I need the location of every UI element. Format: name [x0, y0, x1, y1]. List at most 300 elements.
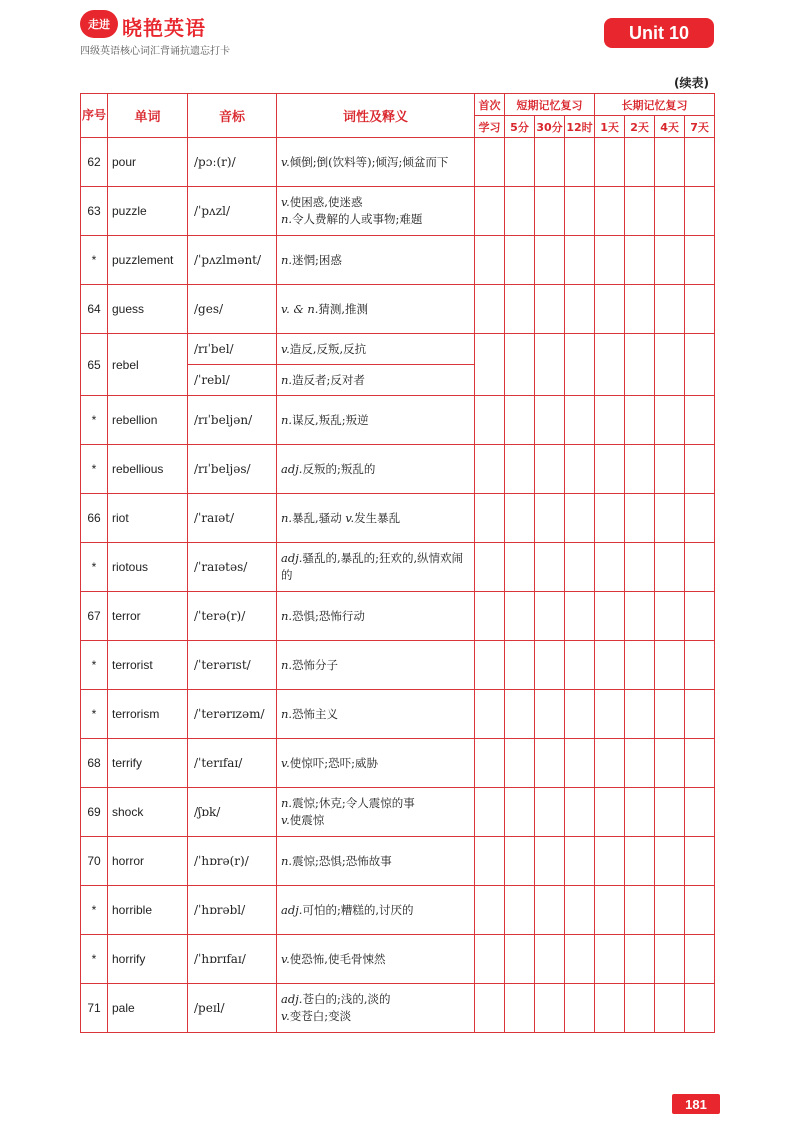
definition-text: 震惊;休克;令人震惊的事: [292, 796, 415, 811]
row-number: 69: [81, 788, 108, 837]
review-checkbox[interactable]: [535, 641, 565, 690]
row-definition: [277, 739, 475, 788]
review-checkbox[interactable]: [625, 236, 655, 285]
review-checkbox[interactable]: [475, 837, 505, 886]
definition-text: 苍白的;浅的,淡的: [302, 992, 391, 1007]
header-phonetic: 音标: [188, 94, 277, 138]
row-phonetic: /ˈterɪfaɪ/: [188, 739, 277, 788]
review-checkbox[interactable]: [475, 138, 505, 187]
review-checkbox[interactable]: [625, 138, 655, 187]
definition-text: 使困惑,使迷惑: [289, 195, 363, 210]
review-checkbox[interactable]: [655, 592, 685, 641]
review-checkbox[interactable]: [655, 138, 685, 187]
review-checkbox[interactable]: [685, 494, 715, 543]
definition-text: 变苍白;变淡: [289, 1009, 352, 1023]
review-checkbox[interactable]: [595, 739, 625, 788]
review-checkbox[interactable]: [535, 690, 565, 739]
review-checkbox[interactable]: [475, 739, 505, 788]
review-checkbox[interactable]: [625, 690, 655, 739]
header-short-term: 短期记忆复习: [505, 94, 595, 116]
table-row: [81, 494, 715, 543]
row-number: *: [81, 236, 108, 285]
review-checkbox[interactable]: [655, 690, 685, 739]
part-of-speech: n.: [281, 853, 293, 868]
definition-text: 造反,反叛,反抗: [289, 341, 367, 356]
row-definition: [277, 837, 475, 886]
review-checkbox[interactable]: [475, 641, 505, 690]
row-definition: [277, 788, 475, 837]
review-checkbox[interactable]: [595, 236, 625, 285]
review-checkbox[interactable]: [505, 543, 535, 592]
review-checkbox[interactable]: [505, 138, 535, 187]
review-checkbox[interactable]: [505, 334, 535, 396]
definition-line: [281, 194, 470, 211]
review-checkbox[interactable]: [505, 935, 535, 984]
review-checkbox[interactable]: [535, 837, 565, 886]
definition-text: 使震惊: [289, 813, 325, 827]
review-checkbox[interactable]: [625, 837, 655, 886]
review-checkbox[interactable]: [625, 285, 655, 334]
review-checkbox[interactable]: [475, 886, 505, 935]
table-row: [81, 592, 715, 641]
review-checkbox[interactable]: [625, 641, 655, 690]
review-checkbox[interactable]: [505, 285, 535, 334]
review-checkbox[interactable]: [655, 494, 685, 543]
review-checkbox[interactable]: [565, 886, 595, 935]
table-row: [81, 886, 715, 935]
row-number: *: [81, 641, 108, 690]
definition-line: [281, 252, 470, 269]
part-of-speech: v.: [345, 510, 355, 525]
part-of-speech: n.: [281, 510, 293, 525]
review-checkbox[interactable]: [535, 445, 565, 494]
review-checkbox[interactable]: [565, 543, 595, 592]
header-12h: 12时: [565, 116, 595, 138]
review-checkbox[interactable]: [655, 285, 685, 334]
row-phonetic: /ˈterərɪst/: [188, 641, 277, 690]
review-checkbox[interactable]: [475, 690, 505, 739]
row-word: horrible: [108, 886, 188, 935]
row-phonetic: /rɪˈbel/: [188, 334, 277, 365]
review-checkbox[interactable]: [475, 984, 505, 1033]
row-phonetic: /ˈpʌzl/: [188, 187, 277, 236]
definition-line: [281, 1008, 470, 1025]
definition-line: [281, 372, 470, 389]
review-checkbox[interactable]: [595, 445, 625, 494]
review-checkbox[interactable]: [565, 739, 595, 788]
brand-logo-icon: 走进: [80, 10, 118, 38]
book-subtitle: 四级英语核心词汇背诵抗遗忘打卡: [80, 46, 230, 57]
review-checkbox[interactable]: [685, 187, 715, 236]
row-number: 68: [81, 739, 108, 788]
header-1day: 1天: [595, 116, 625, 138]
row-phonetic: /ˈhɒrə(r)/: [188, 837, 277, 886]
definition-text: 恐怖主义: [292, 706, 339, 721]
review-checkbox[interactable]: [535, 788, 565, 837]
definition-text: 暴乱,骚动: [292, 510, 346, 525]
row-number: 66: [81, 494, 108, 543]
review-checkbox[interactable]: [565, 187, 595, 236]
definition-line: [281, 412, 470, 429]
table-row: [81, 739, 715, 788]
review-checkbox[interactable]: [655, 984, 685, 1033]
review-checkbox[interactable]: [475, 396, 505, 445]
table-row: [81, 187, 715, 236]
review-checkbox[interactable]: [595, 187, 625, 236]
page-number: 181: [672, 1094, 720, 1114]
review-checkbox[interactable]: [475, 788, 505, 837]
review-checkbox[interactable]: [655, 334, 685, 396]
definition-text: 骚乱的,暴乱的;狂欢的,纵情欢闹的: [281, 551, 464, 582]
row-phonetic: /pɔː(r)/: [188, 138, 277, 187]
part-of-speech: adj.: [281, 902, 303, 917]
review-checkbox[interactable]: [475, 285, 505, 334]
definition-line: [281, 951, 470, 968]
definition-text: 震惊;恐惧;恐怖故事: [292, 853, 392, 868]
table-row: [81, 396, 715, 445]
review-checkbox[interactable]: [685, 837, 715, 886]
header-7day: 7天: [685, 116, 715, 138]
row-phonetic: /ges/: [188, 285, 277, 334]
review-checkbox[interactable]: [565, 935, 595, 984]
review-checkbox[interactable]: [505, 739, 535, 788]
row-number: 71: [81, 984, 108, 1033]
review-checkbox[interactable]: [535, 494, 565, 543]
part-of-speech: v.: [281, 341, 290, 356]
row-word: pale: [108, 984, 188, 1033]
review-checkbox[interactable]: [685, 641, 715, 690]
review-checkbox[interactable]: [505, 396, 535, 445]
row-definition: [277, 984, 475, 1033]
part-of-speech: n.: [281, 657, 293, 672]
review-checkbox[interactable]: [565, 788, 595, 837]
header-study: 学习: [475, 116, 505, 138]
part-of-speech: v.: [281, 1009, 290, 1023]
row-phonetic: /ʃɒk/: [188, 788, 277, 837]
row-phonetic: /rɪˈbeljən/: [188, 396, 277, 445]
row-number: 70: [81, 837, 108, 886]
part-of-speech: v. & n.: [281, 301, 319, 316]
review-checkbox[interactable]: [685, 886, 715, 935]
review-checkbox[interactable]: [535, 935, 565, 984]
definition-line: [281, 902, 470, 919]
row-number: 65: [81, 334, 108, 396]
review-checkbox[interactable]: [475, 445, 505, 494]
table-row: [81, 543, 715, 592]
review-checkbox[interactable]: [505, 494, 535, 543]
header-long-term: 长期记忆复习: [595, 94, 715, 116]
row-definition: [277, 592, 475, 641]
review-checkbox[interactable]: [535, 886, 565, 935]
header-first: 首次: [475, 94, 505, 116]
review-checkbox[interactable]: [595, 837, 625, 886]
review-checkbox[interactable]: [505, 445, 535, 494]
review-checkbox[interactable]: [475, 935, 505, 984]
review-checkbox[interactable]: [625, 788, 655, 837]
review-checkbox[interactable]: [625, 739, 655, 788]
definition-line: [281, 755, 470, 772]
review-checkbox[interactable]: [535, 334, 565, 396]
review-checkbox[interactable]: [505, 690, 535, 739]
row-word: pour: [108, 138, 188, 187]
part-of-speech: adj.: [281, 551, 303, 566]
part-of-speech: v.: [281, 154, 290, 169]
review-checkbox[interactable]: [505, 886, 535, 935]
review-checkbox[interactable]: [595, 690, 625, 739]
review-checkbox[interactable]: [595, 984, 625, 1033]
definition-line: [281, 812, 470, 829]
row-number: *: [81, 396, 108, 445]
review-checkbox[interactable]: [685, 592, 715, 641]
row-number: *: [81, 543, 108, 592]
definition-text: 迷惘;困惑: [292, 252, 342, 267]
review-checkbox[interactable]: [565, 592, 595, 641]
part-of-speech: v.: [281, 195, 290, 210]
review-checkbox[interactable]: [685, 445, 715, 494]
row-number: 64: [81, 285, 108, 334]
row-definition: [277, 334, 475, 365]
row-definition: [277, 935, 475, 984]
row-word: rebel: [108, 334, 188, 396]
table-row: [81, 236, 715, 285]
header-4day: 4天: [655, 116, 685, 138]
review-checkbox[interactable]: [505, 837, 535, 886]
review-checkbox[interactable]: [625, 592, 655, 641]
review-checkbox[interactable]: [595, 543, 625, 592]
review-checkbox[interactable]: [565, 138, 595, 187]
review-checkbox[interactable]: [625, 543, 655, 592]
review-checkbox[interactable]: [535, 984, 565, 1033]
review-checkbox[interactable]: [595, 396, 625, 445]
review-checkbox[interactable]: [535, 236, 565, 285]
review-checkbox[interactable]: [565, 641, 595, 690]
row-definition: [277, 396, 475, 445]
review-checkbox[interactable]: [535, 543, 565, 592]
header-2day: 2天: [625, 116, 655, 138]
review-checkbox[interactable]: [655, 187, 685, 236]
definition-text: 反叛的;叛乱的: [302, 461, 376, 476]
header-30min: 30分: [535, 116, 565, 138]
review-checkbox[interactable]: [625, 935, 655, 984]
review-checkbox[interactable]: [475, 187, 505, 236]
table-row: [81, 445, 715, 494]
definition-text: 发生暴乱: [354, 510, 401, 525]
row-word: guess: [108, 285, 188, 334]
part-of-speech: v.: [281, 951, 290, 966]
definition-line: [345, 511, 400, 525]
definition-text: 谋反,叛乱;叛逆: [292, 412, 369, 427]
review-checkbox[interactable]: [595, 641, 625, 690]
review-checkbox[interactable]: [535, 138, 565, 187]
row-number: *: [81, 445, 108, 494]
row-word: terrify: [108, 739, 188, 788]
definition-line: [281, 341, 470, 358]
row-word: horror: [108, 837, 188, 886]
review-checkbox[interactable]: [475, 334, 505, 396]
row-number: *: [81, 886, 108, 935]
row-number: 62: [81, 138, 108, 187]
row-word: riot: [108, 494, 188, 543]
review-checkbox[interactable]: [595, 334, 625, 396]
review-checkbox[interactable]: [535, 285, 565, 334]
review-checkbox[interactable]: [655, 445, 685, 494]
review-checkbox[interactable]: [595, 592, 625, 641]
definition-line: [281, 657, 470, 674]
review-checkbox[interactable]: [655, 935, 685, 984]
table-row: [81, 788, 715, 837]
review-checkbox[interactable]: [625, 396, 655, 445]
row-phonetic: /rɪˈbeljəs/: [188, 445, 277, 494]
row-number: 63: [81, 187, 108, 236]
review-checkbox[interactable]: [535, 187, 565, 236]
review-checkbox[interactable]: [685, 285, 715, 334]
definition-text: 造反者;反对者: [292, 372, 365, 387]
review-checkbox[interactable]: [625, 445, 655, 494]
table-row: [81, 138, 715, 187]
review-checkbox[interactable]: [595, 935, 625, 984]
header-seq: 序号: [81, 94, 108, 138]
review-checkbox[interactable]: [685, 935, 715, 984]
review-checkbox[interactable]: [565, 236, 595, 285]
review-checkbox[interactable]: [625, 334, 655, 396]
header-definition: 词性及释义: [277, 94, 475, 138]
review-checkbox[interactable]: [655, 886, 685, 935]
review-checkbox[interactable]: [505, 592, 535, 641]
review-checkbox[interactable]: [505, 788, 535, 837]
definition-line: [281, 991, 470, 1008]
row-word: terror: [108, 592, 188, 641]
definition-text: 令人费解的人或事物;难题: [292, 212, 423, 226]
review-checkbox[interactable]: [655, 543, 685, 592]
review-checkbox[interactable]: [505, 984, 535, 1033]
row-number: *: [81, 690, 108, 739]
row-definition: [277, 543, 475, 592]
definition-text: 使恐怖,使毛骨悚然: [289, 951, 386, 966]
review-checkbox[interactable]: [475, 236, 505, 285]
review-checkbox[interactable]: [595, 138, 625, 187]
review-checkbox[interactable]: [625, 886, 655, 935]
header-word: 单词: [108, 94, 188, 138]
review-checkbox[interactable]: [625, 494, 655, 543]
review-checkbox[interactable]: [685, 396, 715, 445]
part-of-speech: adj.: [281, 461, 303, 476]
review-checkbox[interactable]: [475, 494, 505, 543]
continued-label: (续表): [674, 76, 709, 90]
page-header: [0, 0, 800, 90]
review-checkbox[interactable]: [565, 984, 595, 1033]
review-checkbox[interactable]: [535, 739, 565, 788]
table-row: [81, 285, 715, 334]
review-checkbox[interactable]: [565, 396, 595, 445]
row-number: 67: [81, 592, 108, 641]
review-checkbox[interactable]: [505, 236, 535, 285]
review-checkbox[interactable]: [685, 334, 715, 396]
part-of-speech: n.: [281, 252, 293, 267]
review-checkbox[interactable]: [595, 494, 625, 543]
review-checkbox[interactable]: [475, 543, 505, 592]
table-row: [81, 690, 715, 739]
row-phonetic: /ˈpʌzlmənt/: [188, 236, 277, 285]
part-of-speech: n.: [281, 608, 293, 623]
row-word: rebellious: [108, 445, 188, 494]
brand-name: 晓艳英语: [122, 16, 206, 40]
review-checkbox[interactable]: [685, 236, 715, 285]
review-checkbox[interactable]: [655, 837, 685, 886]
part-of-speech: adj.: [281, 992, 303, 1007]
row-phonetic: /ˈrebl/: [188, 365, 277, 396]
definition-line: [281, 795, 470, 812]
row-phonetic: /ˈraɪət/: [188, 494, 277, 543]
row-word: riotous: [108, 543, 188, 592]
review-checkbox[interactable]: [565, 837, 595, 886]
row-word: shock: [108, 788, 188, 837]
part-of-speech: n.: [281, 372, 293, 387]
part-of-speech: n.: [281, 212, 293, 226]
review-checkbox[interactable]: [505, 187, 535, 236]
review-checkbox[interactable]: [655, 641, 685, 690]
review-checkbox[interactable]: [685, 138, 715, 187]
review-checkbox[interactable]: [595, 886, 625, 935]
review-checkbox[interactable]: [655, 396, 685, 445]
row-definition: [277, 138, 475, 187]
definition-text: 恐怖分子: [292, 657, 339, 672]
definition-text: 倾倒;倒(饮料等);倾泻;倾盆而下: [289, 154, 449, 169]
review-checkbox[interactable]: [625, 187, 655, 236]
row-definition: [277, 187, 475, 236]
review-checkbox[interactable]: [565, 285, 595, 334]
review-checkbox[interactable]: [565, 445, 595, 494]
review-checkbox[interactable]: [685, 984, 715, 1033]
review-checkbox[interactable]: [655, 788, 685, 837]
review-checkbox[interactable]: [685, 690, 715, 739]
review-checkbox[interactable]: [565, 494, 595, 543]
definition-line: [281, 461, 470, 478]
review-checkbox[interactable]: [535, 592, 565, 641]
review-checkbox[interactable]: [475, 592, 505, 641]
row-word: terrorism: [108, 690, 188, 739]
review-checkbox[interactable]: [685, 739, 715, 788]
definition-line: [281, 550, 470, 583]
row-definition: [277, 285, 475, 334]
review-checkbox[interactable]: [625, 984, 655, 1033]
row-word: horrify: [108, 935, 188, 984]
definition-text: 猜测,推测: [318, 301, 369, 316]
part-of-speech: n.: [281, 706, 293, 721]
row-word: rebellion: [108, 396, 188, 445]
definition-line: [281, 301, 470, 318]
row-definition: [277, 641, 475, 690]
review-checkbox[interactable]: [565, 334, 595, 396]
review-checkbox[interactable]: [535, 396, 565, 445]
review-checkbox[interactable]: [685, 543, 715, 592]
review-checkbox[interactable]: [565, 690, 595, 739]
review-checkbox[interactable]: [595, 285, 625, 334]
row-word: puzzle: [108, 187, 188, 236]
review-checkbox[interactable]: [685, 788, 715, 837]
review-checkbox[interactable]: [595, 788, 625, 837]
row-number: *: [81, 935, 108, 984]
table-row: [81, 837, 715, 886]
review-checkbox[interactable]: [655, 236, 685, 285]
review-checkbox[interactable]: [505, 641, 535, 690]
row-definition: [277, 236, 475, 285]
table-row: [81, 334, 715, 365]
review-checkbox[interactable]: [655, 739, 685, 788]
row-definition: [277, 365, 475, 396]
row-phonetic: /peɪl/: [188, 984, 277, 1033]
definition-line: [281, 154, 470, 171]
definition-line: [281, 853, 470, 870]
